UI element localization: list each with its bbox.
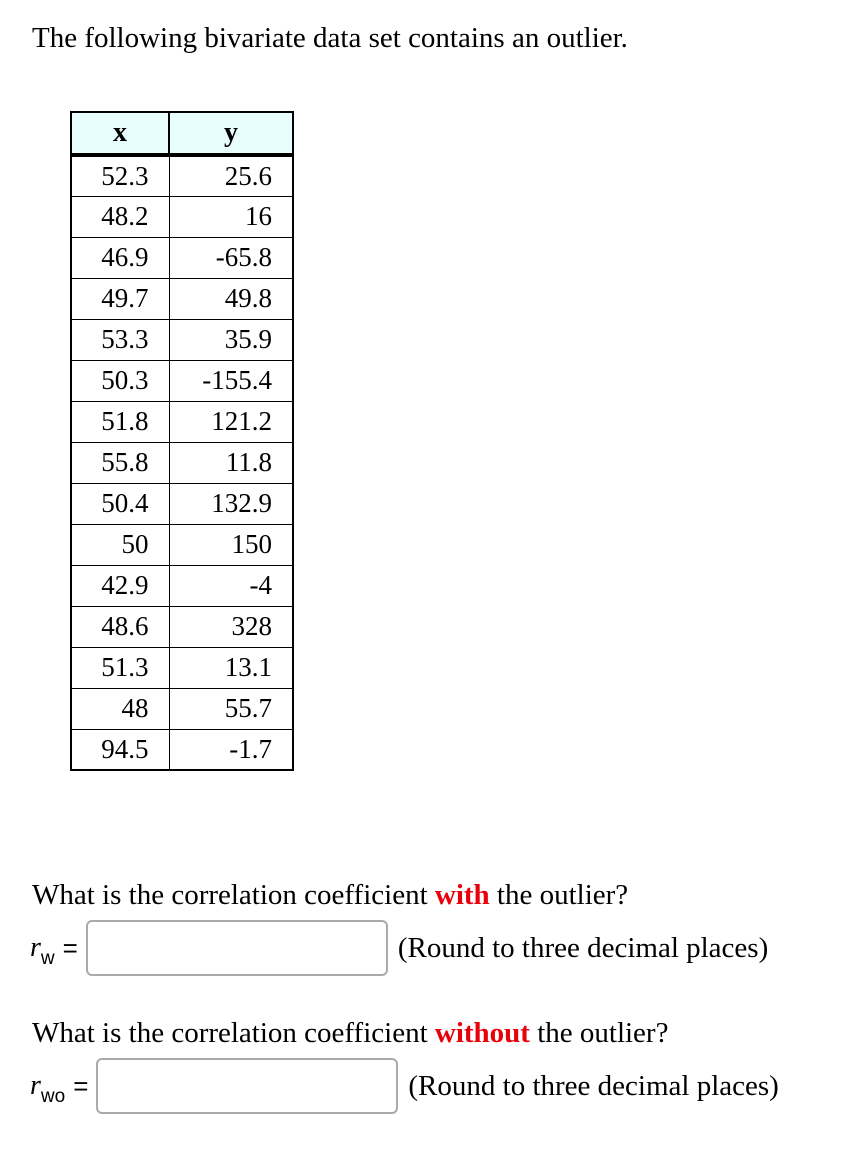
table-row <box>71 688 293 729</box>
table-row <box>71 196 293 237</box>
cell-x: 53.3 <box>71 319 169 360</box>
cell-x: 48 <box>71 688 169 729</box>
table-row <box>71 647 293 688</box>
table-row <box>71 483 293 524</box>
cell-y: 25.6 <box>169 155 293 196</box>
question-with-emphasis: with <box>434 879 490 911</box>
cell-x: 50 <box>71 524 169 565</box>
table-row <box>71 237 293 278</box>
question-with-outlier <box>32 879 628 912</box>
r-with-symbol: r <box>30 932 41 963</box>
cell-y: -65.8 <box>169 237 293 278</box>
table-body <box>71 155 293 770</box>
answer-row-without <box>30 1056 779 1116</box>
cell-x: 50.3 <box>71 360 169 401</box>
column-header-y: y <box>169 112 293 155</box>
cell-x: 42.9 <box>71 565 169 606</box>
cell-y: 150 <box>169 524 293 565</box>
table-row <box>71 319 293 360</box>
r-with-subscript: w <box>40 948 55 969</box>
cell-x: 55.8 <box>71 442 169 483</box>
cell-x: 51.3 <box>71 647 169 688</box>
table-row <box>71 565 293 606</box>
r-with-input[interactable] <box>86 920 388 976</box>
table-row <box>71 729 293 770</box>
table-row <box>71 155 293 196</box>
cell-x: 48.6 <box>71 606 169 647</box>
cell-y: 13.1 <box>169 647 293 688</box>
r-without-equals: = <box>73 1070 89 1101</box>
cell-x: 50.4 <box>71 483 169 524</box>
cell-y: 11.8 <box>169 442 293 483</box>
cell-x: 94.5 <box>71 729 169 770</box>
cell-y: -4 <box>169 565 293 606</box>
answer-row-with <box>30 918 768 978</box>
r-without-rounding-hint: (Round to three decimal places) <box>408 1069 779 1102</box>
cell-y: 328 <box>169 606 293 647</box>
question-without-outlier <box>32 1017 668 1050</box>
cell-y: 132.9 <box>169 483 293 524</box>
table-row <box>71 278 293 319</box>
r-with-equals: = <box>62 932 78 963</box>
r-with-rounding-hint: (Round to three decimal places) <box>397 931 769 964</box>
question-without-emphasis: without <box>434 1017 530 1049</box>
cell-x: 49.7 <box>71 278 169 319</box>
cell-x: 48.2 <box>71 196 169 237</box>
cell-x: 51.8 <box>71 401 169 442</box>
question-with-text-before: What is the correlation coefficient <box>32 879 435 911</box>
column-header-x: x <box>71 112 169 155</box>
cell-x: 52.3 <box>71 155 169 196</box>
cell-y: -1.7 <box>169 729 293 770</box>
table-row <box>71 360 293 401</box>
data-table <box>70 111 294 771</box>
table-row <box>71 524 293 565</box>
cell-y: 121.2 <box>169 401 293 442</box>
table-header-row <box>71 112 293 155</box>
intro-text: The following bivariate data set contains an outlier. <box>32 22 628 54</box>
question-without-text-before: What is the correlation coefficient <box>32 1017 435 1049</box>
table-row <box>71 606 293 647</box>
cell-y: 55.7 <box>169 688 293 729</box>
cell-x: 46.9 <box>71 237 169 278</box>
r-without-subscript: wo <box>40 1086 66 1107</box>
cell-y: 35.9 <box>169 319 293 360</box>
r-without-label <box>30 1070 66 1107</box>
r-without-symbol: r <box>30 1070 41 1101</box>
cell-y: 16 <box>169 196 293 237</box>
cell-y: -155.4 <box>169 360 293 401</box>
question-without-text-after: the outlier? <box>529 1017 669 1049</box>
question-with-text-after: the outlier? <box>489 879 629 911</box>
table-row <box>71 442 293 483</box>
r-with-label <box>30 932 55 969</box>
cell-y: 49.8 <box>169 278 293 319</box>
table-row <box>71 401 293 442</box>
r-without-input[interactable] <box>96 1058 398 1114</box>
